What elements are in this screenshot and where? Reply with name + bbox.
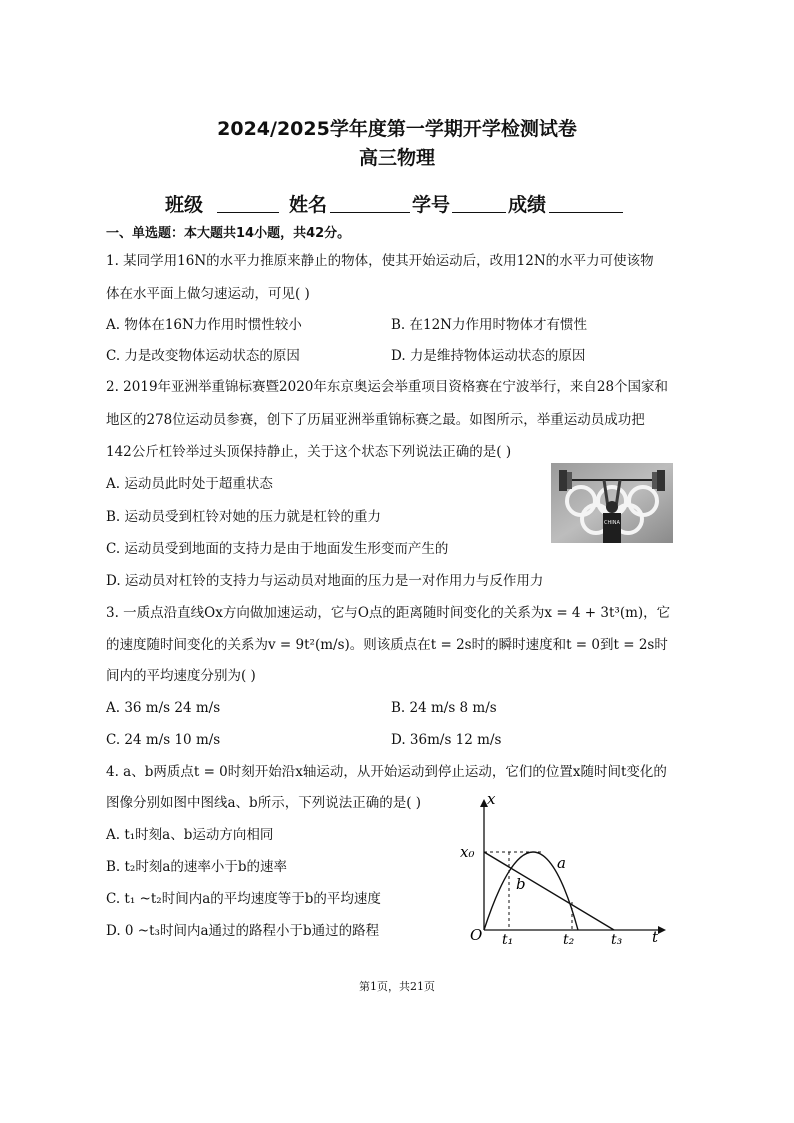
origin-label: O [470,926,483,944]
curve-b [484,852,614,930]
q3-stem-line2: 的速度随时间变化的关系为v = 9t²(m/s)。则该质点在t = 2s时的瞬时速度和t = 0到t = 2s时 [106,637,668,653]
x0-label: x₀ [460,843,475,861]
score-blank[interactable] [549,192,623,213]
curve-a-label: a [557,854,566,872]
jersey-text: CHINA [604,520,620,526]
q1-option-b: B. 在12N力作用时物体才有惯性 [391,317,587,333]
q3-stem-line3: 间内的平均速度分别为( ) [106,668,256,684]
q1-stem-line1: 1. 某同学用16N的水平力推原来静止的物体，使其开始运动后，改用12N的水平力可使该物 [106,253,654,269]
weightlifter-photo-image [551,463,673,543]
name-blank[interactable] [330,192,410,213]
q2-option-d: D. 运动员对杠铃的支持力与运动员对地面的压力是一对作用力与反作用力 [106,573,544,589]
info-class-label: 班级 [165,194,204,216]
q3-option-b: B. 24 m/s 8 m/s [391,700,497,716]
q2-option-a: A. 运动员此时处于超重状态 [106,476,273,492]
section-heading: 一、单选题：本大题共14小题，共42分。 [106,226,351,241]
weightlifter-photo [551,463,673,543]
q4-option-c: C. t₁ ~t₂时间内a的平均速度等于b的平均速度 [106,891,381,907]
info-number-label: 学号 [412,194,451,216]
q3-option-d: D. 36m/s 12 m/s [391,732,502,748]
q4-stem-line2: 图像分别如图中图线a、b所示，下列说法正确的是( ) [106,795,422,811]
class-blank[interactable] [217,192,279,213]
xt-graph [452,790,670,946]
q1-option-a: A. 物体在16N力作用时惯性较小 [106,317,302,333]
q1-option-d: D. 力是维持物体运动状态的原因 [391,348,586,364]
info-name-label: 姓名 [289,194,328,216]
info-score-label: 成绩 [508,194,547,216]
exam-subject: 高三物理 [358,147,435,169]
t-axis-arrow-icon [658,926,666,934]
number-blank[interactable] [452,192,506,213]
q2-stem-line2: 地区的278位运动员参赛，创下了历届亚洲举重锦标赛之最。如图所示，举重运动员成功把 [106,412,645,428]
curve-b-label: b [516,875,526,893]
q3-stem-line1: 3. 一质点沿直线Ox方向做加速运动，它与O点的距离随时间变化的关系为x = 4 + 3t³(m)，它 [106,605,671,621]
q4-option-d: D. 0 ~t₃时间内a通过的路程小于b通过的路程 [106,923,380,939]
page-footer: 第1页，共21页 [359,980,435,993]
q4-option-b: B. t₂时刻a的速率小于b的速率 [106,859,288,875]
t-axis-label: t [652,928,659,946]
exam-title: 2024/2025学年度第一学期开学检测试卷 [217,118,577,140]
q1-option-c: C. 力是改变物体运动状态的原因 [106,348,300,364]
q3-option-a: A. 36 m/s 24 m/s [106,700,221,716]
q2-option-c: C. 运动员受到地面的支持力是由于地面发生形变而产生的 [106,541,449,557]
t3-label: t₃ [611,932,623,946]
q4-option-a: A. t₁时刻a、b运动方向相同 [106,827,274,843]
x-axis-label: x [487,790,496,808]
q3-option-c: C. 24 m/s 10 m/s [106,732,221,748]
q1-stem-line2: 体在水平面上做匀速运动，可见( ) [106,286,310,302]
q2-option-b: B. 运动员受到杠铃对她的压力就是杠铃的重力 [106,509,382,525]
q4-stem-line1: 4. a、b两质点t = 0时刻开始沿x轴运动，从开始运动到停止运动，它们的位置x随时间t变化的 [106,764,667,780]
q2-stem-line3: 142公斤杠铃举过头顶保持静止，关于这个状态下列说法正确的是( ) [106,444,512,460]
q2-stem-line1: 2. 2019年亚洲举重锦标赛暨2020年东京奥运会举重项目资格赛在宁波举行，来自28个国家和 [106,379,669,395]
t2-label: t₂ [563,932,575,946]
t1-label: t₁ [502,932,514,946]
